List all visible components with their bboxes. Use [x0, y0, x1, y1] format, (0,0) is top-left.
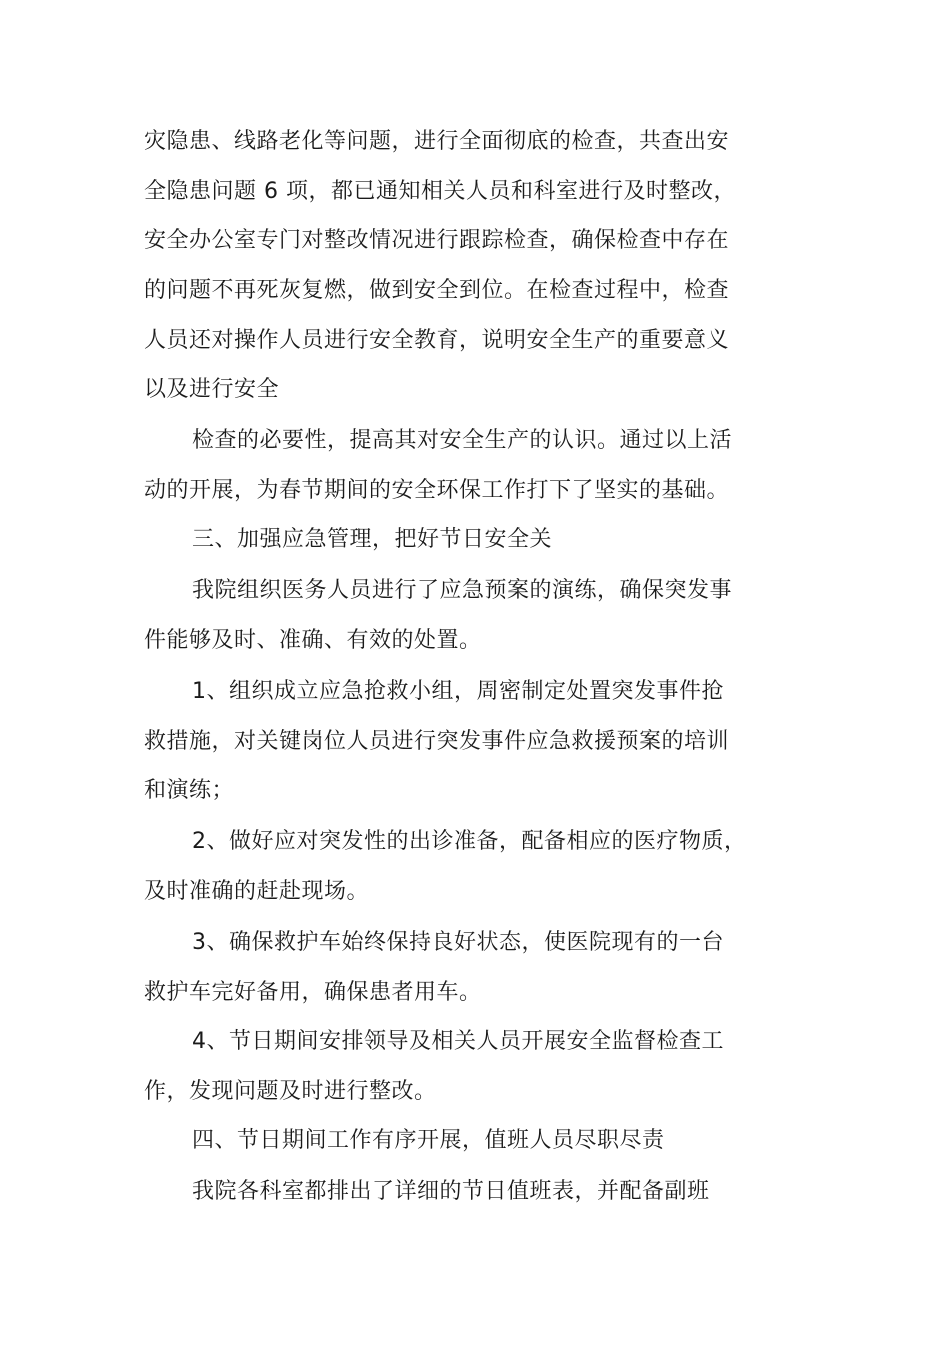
- text-line: 及时准确的赶赴现场。: [144, 879, 370, 904]
- text-line: 救护车完好备用，确保患者用车。: [144, 980, 482, 1005]
- text-line: 件能够及时、准确、有效的处置。: [144, 628, 482, 653]
- section-heading: 三、加强应急管理，把好节日安全关: [192, 527, 553, 552]
- list-item: 3、确保救护车始终保持良好状态，使医院现有的一台: [192, 930, 724, 955]
- list-item: 1、组织成立应急抢救小组，周密制定处置突发事件抢: [192, 679, 724, 704]
- paragraph-first-line: 检查的必要性，提高其对安全生产的认识。通过以上活: [192, 428, 733, 453]
- text-line: 和演练；: [144, 778, 235, 803]
- text-line: 灾隐患、线路老化等问题，进行全面彻底的检查，共查出安: [144, 129, 730, 154]
- section-heading: 四、节日期间工作有序开展，值班人员尽职尽责: [192, 1128, 665, 1153]
- paragraph-first-line: 我院各科室都排出了详细的节日值班表，并配备副班: [192, 1179, 710, 1204]
- list-item: 4、节日期间安排领导及相关人员开展安全监督检查工: [192, 1029, 724, 1054]
- text-line: 的问题不再死灰复燃，做到安全到位。在检查过程中，检查: [144, 278, 730, 303]
- text-line: 作，发现问题及时进行整改。: [144, 1079, 437, 1104]
- text-line: 救措施，对关键岗位人员进行突发事件应急救援预案的培训: [144, 729, 730, 754]
- text-line: 安全办公室专门对整改情况进行跟踪检查，确保检查中存在: [144, 228, 730, 253]
- paragraph-first-line: 我院组织医务人员进行了应急预案的演练，确保突发事: [192, 578, 733, 603]
- text-line: 以及进行安全: [144, 377, 280, 402]
- text-line: 人员还对操作人员进行安全教育，说明安全生产的重要意义: [144, 328, 730, 353]
- list-item: 2、做好应对突发性的出诊准备，配备相应的医疗物质，: [192, 829, 747, 854]
- text-line: 动的开展，为春节期间的安全环保工作打下了坚实的基础。: [144, 478, 730, 503]
- text-line: 全隐患问题 6 项，都已通知相关人员和科室进行及时整改，: [144, 179, 736, 204]
